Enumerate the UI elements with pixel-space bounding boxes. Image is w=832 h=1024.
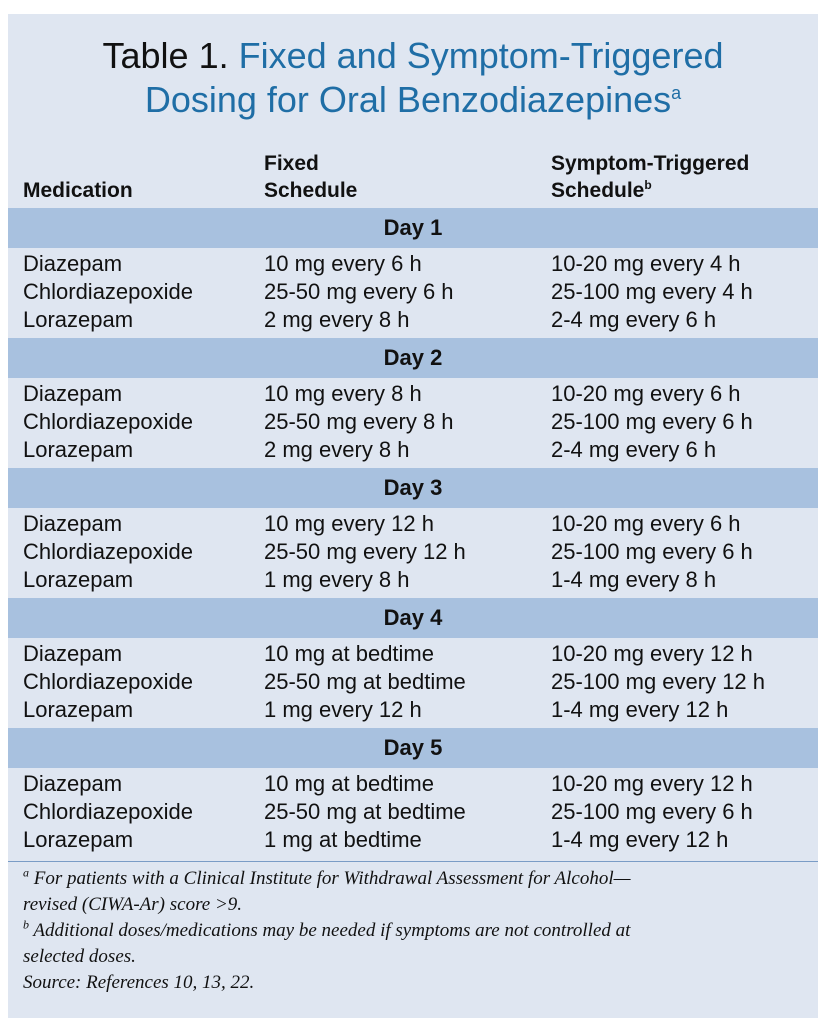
cell-medication: Chlordiazepoxide: [23, 799, 193, 824]
header-sym-line2: Schedule: [551, 179, 645, 202]
cell-symptom-dose: 25-100 mg every 6 h: [551, 799, 753, 824]
cell-fixed-dose: 2 mg every 8 h: [264, 307, 410, 332]
cell-symptom-dose: 10-20 mg every 4 h: [551, 251, 741, 276]
table-footnotes: [8, 861, 818, 996]
cell-medication: Lorazepam: [23, 437, 134, 462]
day-rows: [8, 378, 818, 468]
cell-symptom-dose: 10-20 mg every 12 h: [551, 771, 753, 796]
title-text: Fixed and Symptom-Triggered: [238, 35, 724, 76]
day-rows: [8, 638, 818, 728]
cell-symptom-dose: 1-4 mg every 8 h: [551, 567, 717, 592]
day-sections: [8, 208, 818, 858]
day-header: Day 3: [8, 468, 818, 508]
table-row: [8, 770, 818, 798]
cell-fixed-dose: 25-50 mg every 6 h: [264, 279, 454, 304]
cell-symptom-dose: 25-100 mg every 6 h: [551, 539, 753, 564]
cell-medication: Chlordiazepoxide: [23, 539, 193, 564]
table-row: [8, 250, 818, 278]
table-row: [8, 278, 818, 306]
table-row: [8, 408, 818, 436]
cell-fixed-dose: 2 mg every 8 h: [264, 437, 410, 462]
cell-fixed-dose: 25-50 mg at bedtime: [264, 669, 466, 694]
cell-symptom-dose: 1-4 mg every 12 h: [551, 697, 729, 722]
table-row: [8, 640, 818, 668]
cell-symptom-dose: 2-4 mg every 6 h: [551, 307, 717, 332]
column-headers: [8, 136, 818, 208]
cell-symptom-dose: 25-100 mg every 6 h: [551, 409, 753, 434]
day-rows: [8, 508, 818, 598]
day-header: Day 2: [8, 338, 818, 378]
footnote-b: [23, 918, 803, 970]
table-row: [8, 826, 818, 854]
footnote-b-line2: selected doses.: [23, 946, 136, 967]
day-header: Day 1: [8, 208, 818, 248]
header-sym-footnote-mark: b: [644, 178, 652, 192]
footnote-a-mark: a: [23, 865, 29, 880]
cell-fixed-dose: 10 mg at bedtime: [264, 641, 434, 666]
cell-medication: Diazepam: [23, 511, 123, 536]
cell-fixed-dose: 25-50 mg at bedtime: [264, 799, 466, 824]
table-row: [8, 668, 818, 696]
cell-medication: Lorazepam: [23, 827, 134, 852]
cell-fixed-dose: 10 mg every 8 h: [264, 381, 422, 406]
header-medication: Medication: [23, 179, 133, 202]
cell-symptom-dose: 10-20 mg every 12 h: [551, 641, 753, 666]
table-row: [8, 696, 818, 724]
day-rows: [8, 248, 818, 338]
cell-medication: Diazepam: [23, 771, 123, 796]
day-header: Day 4: [8, 598, 818, 638]
footnote-a-line2: revised (CIWA-Ar) score >9.: [23, 894, 243, 915]
table-row: [8, 510, 818, 538]
cell-symptom-dose: 2-4 mg every 6 h: [551, 437, 717, 462]
cell-symptom-dose: 1-4 mg every 12 h: [551, 827, 729, 852]
title-line-1: [8, 34, 818, 78]
cell-fixed-dose: 1 mg at bedtime: [264, 827, 422, 852]
table-title: [8, 34, 818, 122]
table-row: [8, 566, 818, 594]
dosing-table-card: [8, 14, 818, 1018]
cell-symptom-dose: 10-20 mg every 6 h: [551, 511, 741, 536]
footnote-a-line1: For patients with a Clinical Institute for Withdrawal Assessment for Alcohol—: [33, 868, 631, 889]
title-label: Table 1.: [102, 35, 229, 76]
footnote-b-line1: Additional doses/medications may be needed if symptoms are not controlled at: [33, 920, 631, 941]
cell-medication: Diazepam: [23, 251, 123, 276]
cell-fixed-dose: 25-50 mg every 12 h: [264, 539, 466, 564]
cell-medication: Lorazepam: [23, 307, 134, 332]
table-row: [8, 436, 818, 464]
day-rows: [8, 768, 818, 858]
cell-medication: Diazepam: [23, 381, 123, 406]
cell-medication: Diazepam: [23, 641, 123, 666]
cell-symptom-dose: 25-100 mg every 12 h: [551, 669, 766, 694]
cell-medication: Chlordiazepoxide: [23, 279, 193, 304]
day-header: Day 5: [8, 728, 818, 768]
footnote-source: Source: References 10, 13, 22.: [23, 972, 255, 993]
header-symptom-schedule: [551, 150, 749, 204]
cell-medication: Chlordiazepoxide: [23, 409, 193, 434]
cell-fixed-dose: 1 mg every 12 h: [264, 697, 422, 722]
table-row: [8, 798, 818, 826]
cell-fixed-dose: 10 mg every 6 h: [264, 251, 422, 276]
cell-fixed-dose: 1 mg every 8 h: [264, 567, 410, 592]
header-sym-line1: Symptom-Triggered: [551, 152, 750, 175]
title-text-2: Dosing for Oral Benzodiazepines: [144, 79, 672, 120]
cell-medication: Chlordiazepoxide: [23, 669, 193, 694]
cell-fixed-dose: 25-50 mg every 8 h: [264, 409, 454, 434]
footnote-a: [23, 866, 803, 918]
cell-symptom-dose: 25-100 mg every 4 h: [551, 279, 753, 304]
title-line-2: [8, 78, 818, 122]
cell-medication: Lorazepam: [23, 697, 134, 722]
header-fixed-line1: Fixed: [264, 152, 319, 175]
title-footnote-mark: a: [671, 83, 682, 103]
cell-fixed-dose: 10 mg at bedtime: [264, 771, 434, 796]
table-row: [8, 538, 818, 566]
cell-symptom-dose: 10-20 mg every 6 h: [551, 381, 741, 406]
table-row: [8, 380, 818, 408]
footnote-b-mark: b: [23, 917, 29, 932]
header-fixed-schedule: [264, 150, 357, 204]
cell-fixed-dose: 10 mg every 12 h: [264, 511, 434, 536]
table-row: [8, 306, 818, 334]
header-fixed-line2: Schedule: [264, 179, 358, 202]
cell-medication: Lorazepam: [23, 567, 134, 592]
